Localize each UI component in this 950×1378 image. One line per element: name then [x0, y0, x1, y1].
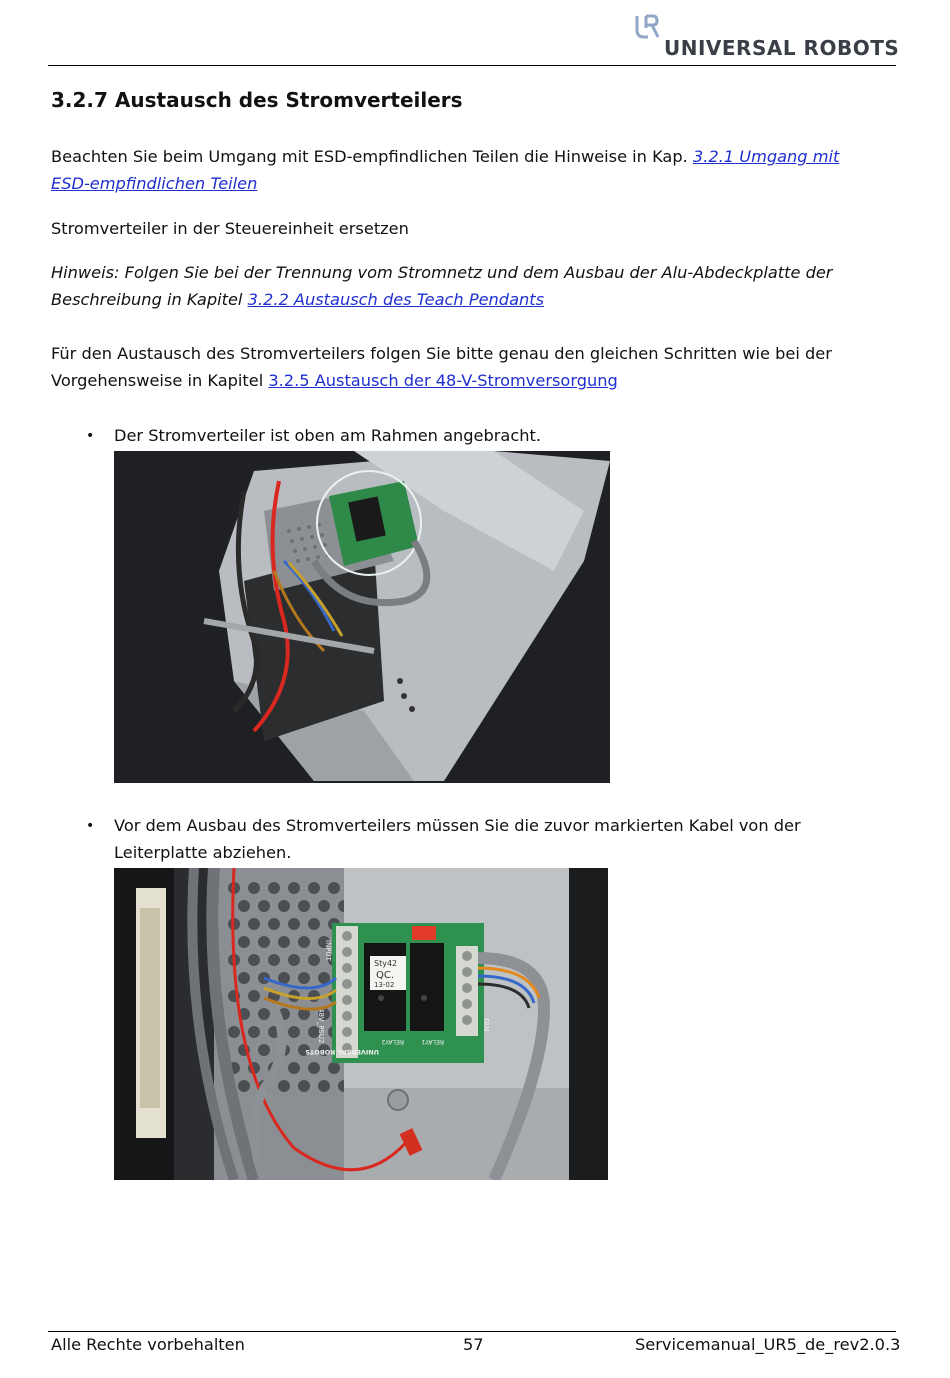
procedure-paragraph	[51, 340, 871, 394]
procedure-link[interactable]: 3.2.5 Austausch der 48-V-Stromversorgung	[268, 371, 618, 390]
label-input: INPUT	[324, 940, 332, 961]
footer-copyright: Alle Rechte vorbehalten	[51, 1335, 245, 1354]
replace-paragraph: Stromverteiler in der Steuereinheit ersetzen	[51, 219, 409, 238]
label-relay2: RELAY2	[381, 1038, 404, 1045]
footer-document-id: Servicemanual_UR5_de_rev2.0.3	[635, 1335, 901, 1354]
label-relay1: RELAY1	[421, 1038, 444, 1045]
footer-page-number: 57	[463, 1335, 484, 1354]
sticker-line2: QC.	[376, 970, 395, 981]
label-fan: FAN	[482, 1018, 490, 1032]
photo-distributor-closeup	[114, 868, 608, 1180]
section-title: 3.2.7 Austausch des Stromverteilers	[51, 88, 463, 112]
sticker-line1: Sty42	[374, 959, 398, 968]
label-brand: UNIVERSAL ROBOTS	[305, 1048, 379, 1056]
photo-distributor-on-frame	[114, 451, 610, 783]
label-psu: 48V_PSU2	[317, 1008, 325, 1044]
hint-link[interactable]: 3.2.2 Austausch des Teach Pendants	[247, 290, 545, 309]
esd-link[interactable]: 3.2.1 Umgang mit ESD-empfindlichen Teilen	[51, 147, 840, 193]
sticker-line3: 13-02	[374, 981, 395, 989]
procedure-text: Für den Austausch des Stromverteilers folgen Sie bitte genau den gleichen Schritten wie bei der Vorgehensweise in Kapitel	[51, 344, 832, 390]
footer-rule	[48, 1331, 896, 1332]
header-rule	[48, 65, 896, 66]
bullet-marker: •	[86, 818, 95, 834]
bullet-marker: •	[86, 428, 95, 444]
bullet-text: Vor dem Ausbau des Stromverteilers müssen Sie die zuvor markierten Kabel von der Leiterplatte abziehen.	[114, 816, 801, 862]
universal-robots-logo	[634, 14, 900, 60]
hint-paragraph	[51, 259, 871, 313]
esd-text: Beachten Sie beim Umgang mit ESD-empfindlichen Teilen die Hinweise in Kap.	[51, 147, 693, 166]
ur-logo-icon	[634, 14, 660, 40]
bullet-text: Der Stromverteiler ist oben am Rahmen angebracht.	[114, 426, 541, 445]
esd-paragraph	[51, 143, 871, 197]
hint-text: Hinweis: Folgen Sie bei der Trennung vom Stromnetz und dem Ausbau der Alu-Abdeckplatte der Beschreibung in Kapitel	[51, 263, 833, 309]
logo-text: UNIVERSAL ROBOTS	[664, 36, 900, 60]
